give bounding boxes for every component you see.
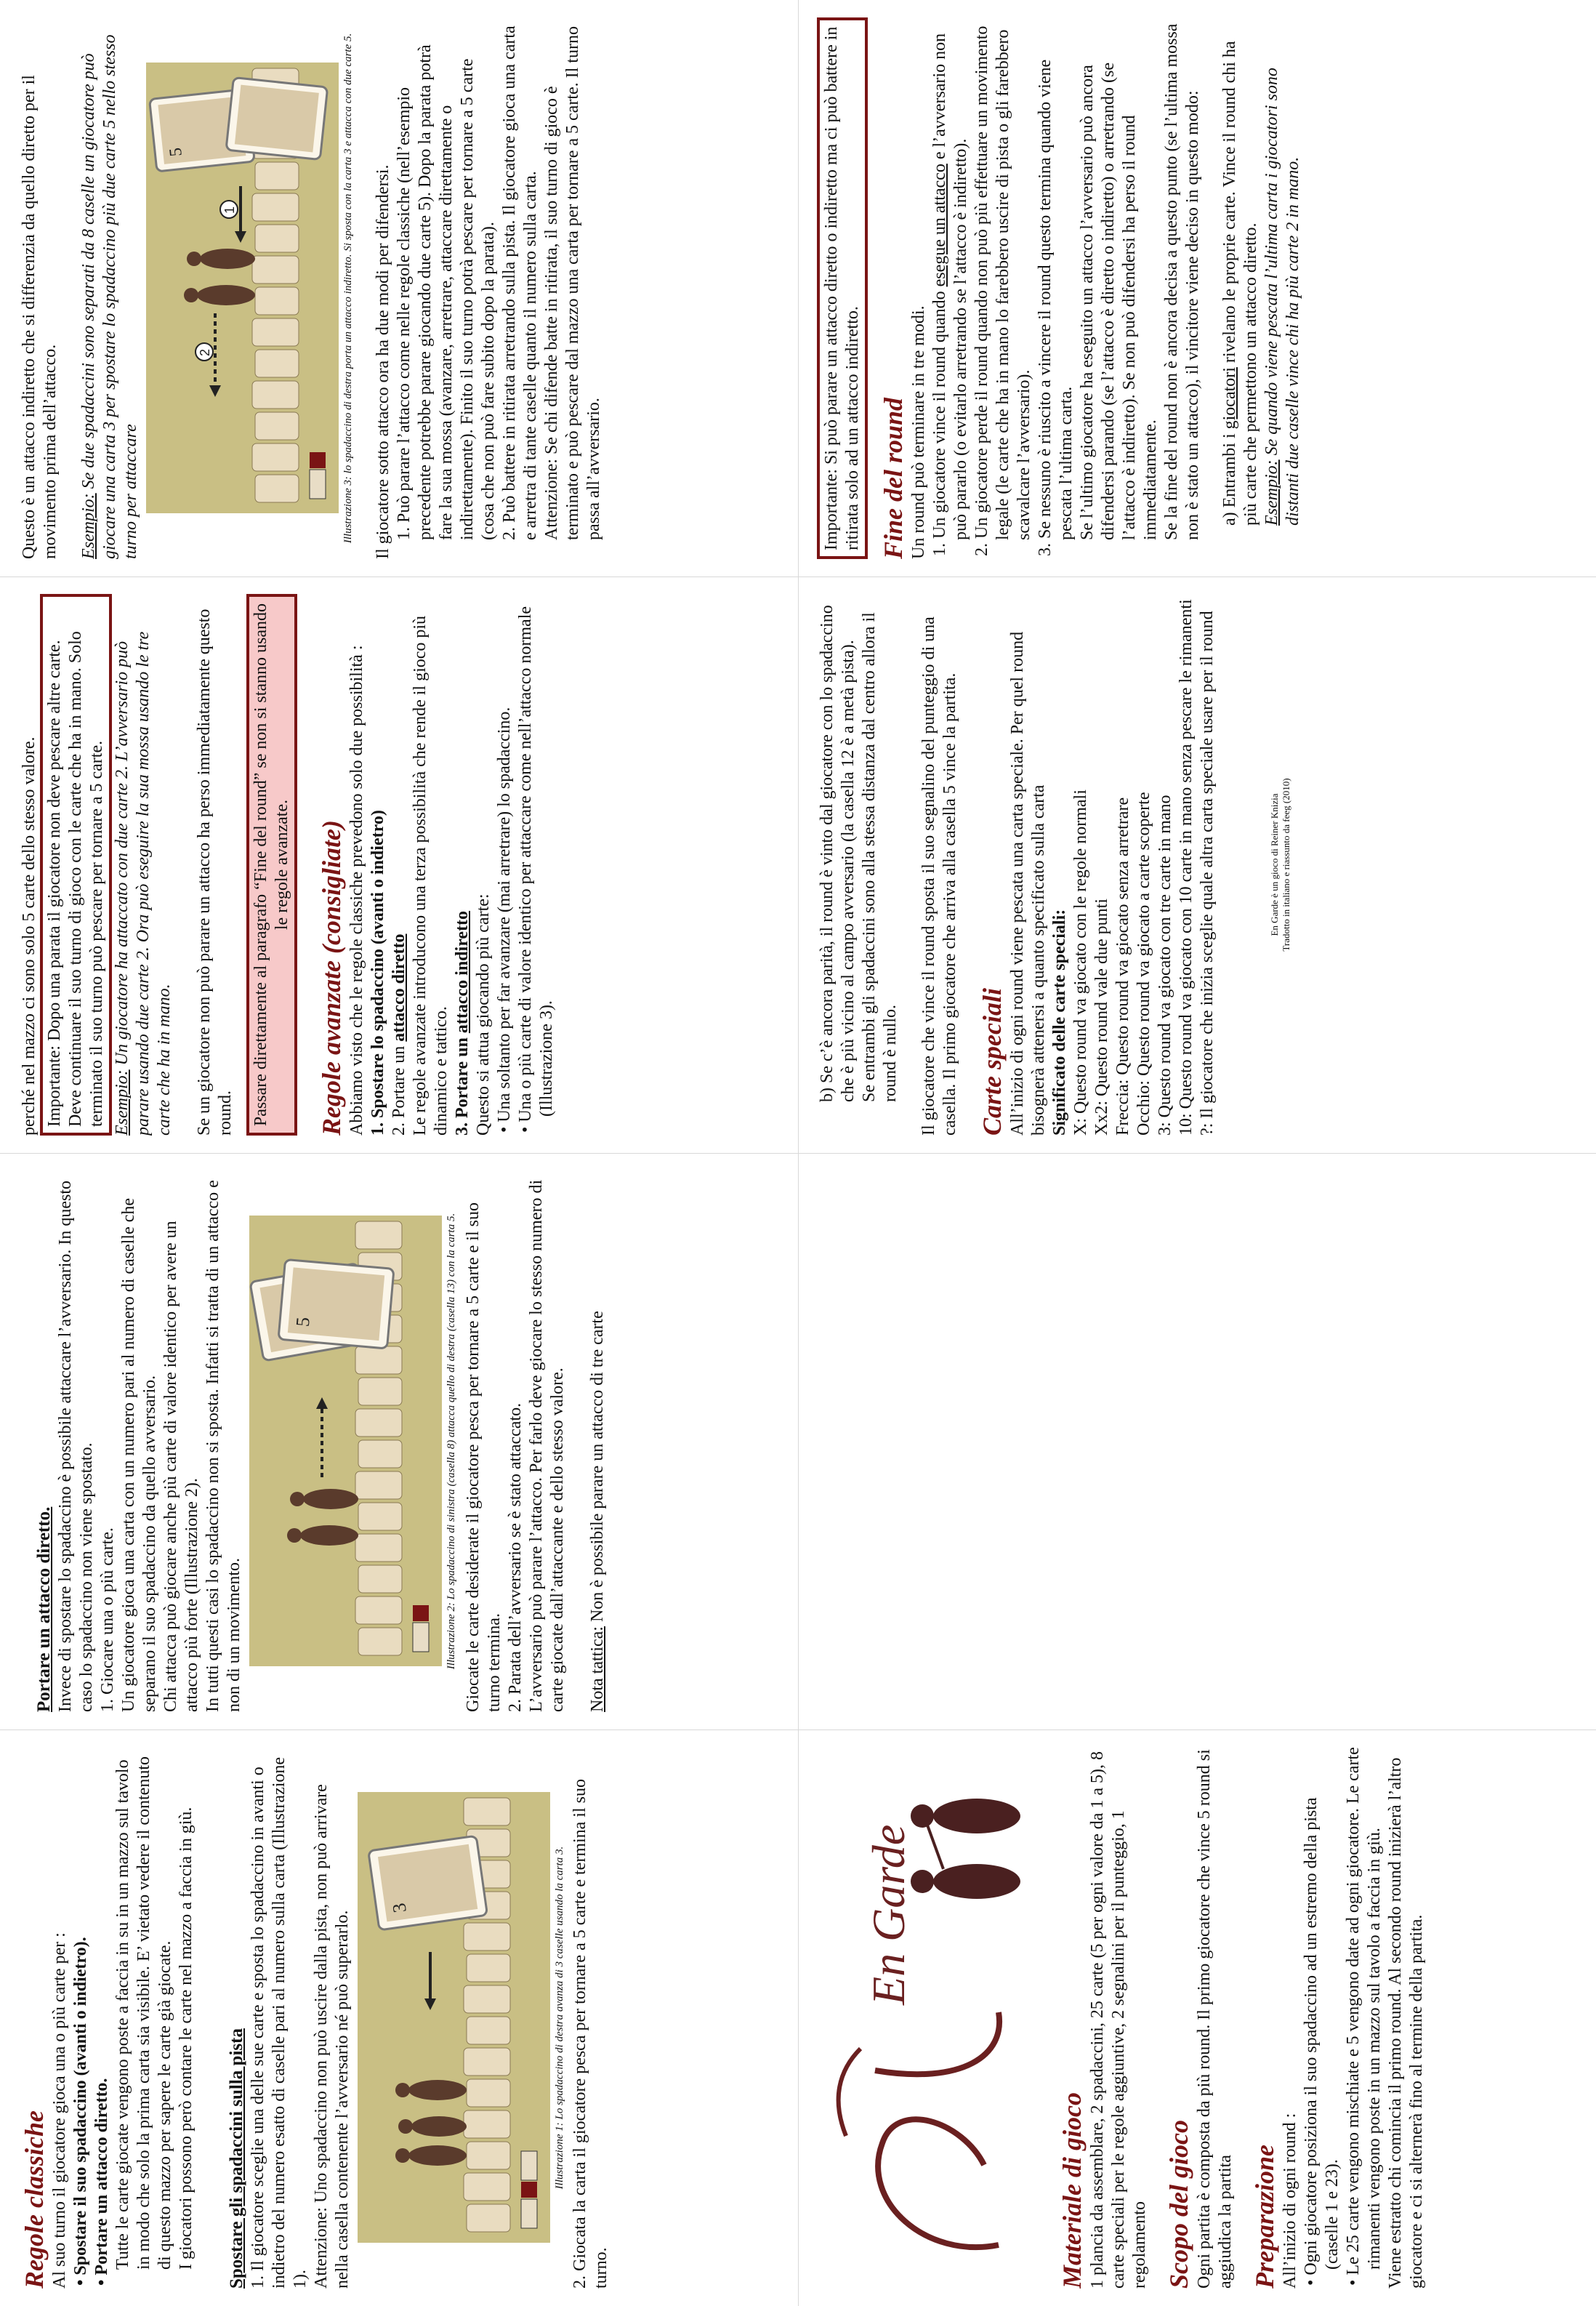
paragraph: Viene estratto chi comincia il primo round. Al secondo round inizierà l’altro giocatore e ci si alternerà fino al termine della partita.: [1386, 1757, 1426, 2289]
list-item: 2. Portare un attacco diretto: [390, 933, 408, 1136]
example: Esempio: Se due spadaccini sono separati da 8 caselle un giocatore può giocare una carta 3 per spostare lo spadaccino più due carte 5 nello stesso turno per attaccare: [79, 34, 140, 559]
section-title: Fine del round: [879, 397, 908, 559]
section-title: Materiale di gioco: [1057, 2092, 1087, 2289]
panel-attacco-diretto: [0, 1153, 798, 1730]
list-item: • Portare un attacco diretto.: [92, 2078, 111, 2286]
paragraph: 1. Giocare una o più carte.: [98, 1527, 117, 1712]
paragraph: Invece di spostare lo spadaccino è possibile attaccare l’avversario. In questo caso lo spadaccino non viene spostato.: [56, 1180, 96, 1712]
svg-text:5: 5: [166, 147, 186, 158]
svg-text:5: 5: [291, 1317, 314, 1328]
panel-copertina: [798, 1730, 1596, 2306]
section-title: Regole avanzate (consigliate): [317, 820, 346, 1136]
paragraph: Attenzione: Se chi difende batte in ritirata, il suo turno di gioco è terminato e può pescare dal mazzo una carta per tornare a 5 carte. Il turno passa all’avversario.: [542, 26, 603, 540]
list-item: • Le 25 carte vengono mischiate e 5 vengono date ad ogni giocatore. Le carte rimanenti vengono poste in un mazzo sul tavolo a faccia in giù.: [1344, 1747, 1384, 2286]
list-item: • Una soltanto per far avanzare (mai arretrare) lo spadaccino.: [495, 707, 514, 1133]
section-title: Regole classiche: [20, 2110, 49, 2289]
paragraph: b) Se c’è ancora parità, il round è vinto dal giocatore con lo spadaccino che è più vicino al campo avversario (la casella 12 è a metà pista).: [818, 605, 858, 1102]
paragraph: 1. Il giocatore sceglie una delle sue carte e sposta lo spadaccino in avanti o indietro del numero esatto di caselle pari al numero sulla carta (Illustrazione 1).: [249, 1756, 310, 2289]
svg-text:1: 1: [222, 206, 237, 214]
track-illustration: [358, 1793, 550, 2243]
track-illustration: [249, 1216, 442, 1667]
paragraph: 2. Giocata la carta il giocatore pesca per tornare a 5 carte e termina il suo turno.: [571, 1779, 610, 2289]
paragraph: In tutti questi casi lo spadaccino non si sposta. Infatti si tratta di un attacco e non di un movimento.: [203, 1180, 243, 1712]
game-logo: [817, 1747, 1057, 2289]
credit-line: En Garde è un gioco di Reiner Knizia: [1269, 793, 1280, 936]
panel-regole-classiche: [0, 1730, 798, 2306]
list-item: 3: Questo round va giocato con tre carte in mano: [1156, 795, 1174, 1136]
paragraph: Se la fine del round non è ancora decisa a questo punto (se l’ultima mossa non è stato un attacco), il vincitore viene deciso in questo modo:: [1162, 23, 1202, 540]
section-title: Scopo del gioco: [1164, 2120, 1193, 2289]
list-item: 1. Un giocatore vince il round quando esegue un attacco e l’avversario non può pararlo (o evitarlo arretrando se l’attacco è indiretto).: [930, 33, 970, 556]
list-item: • Spostare il suo spadaccino (avanti o indietro).: [71, 1937, 90, 2286]
illustration-3: [146, 63, 339, 514]
list-item: Freccia: Questo round va giocato senza arretrare: [1113, 797, 1132, 1136]
paragraph: Se entrambi gli spadaccini sono alla stessa distanza dal centro allora il round è nullo.: [860, 612, 900, 1102]
illustration-1: [358, 1793, 550, 2243]
paragraph: I giocatori possono però contare le carte nel mazzo a faccia in giù.: [177, 1807, 196, 2270]
paragraph: Chi attacca può giocare anche più carte di valore identico per avere un attacco più forte (Illustrazione 2).: [161, 1221, 201, 1712]
list-item: Xx2: Questo round vale due punti: [1092, 899, 1111, 1136]
paragraph: Giocate le carte desiderate il giocatore pesca per tornare a 5 carte e il suo turno termina.: [464, 1202, 504, 1712]
paragraph: 2. Parata dell’avversario se è stato attaccato.: [506, 1402, 525, 1712]
paragraph: L’avversario può parare l’attacco. Per farlo deve giocare lo stesso numero di carte giocate dall’attaccante e dello stesso valore.: [527, 1179, 567, 1712]
panel-carte-speciali: [798, 576, 1596, 1153]
important-box: Importante: Si può parare un attacco diretto o indiretto ma ci può battere in ritirata solo ad un attacco indiretto.: [817, 17, 868, 559]
paragraph: Attenzione: Uno spadaccino non può uscire dalla pista, non può arrivare nella casella contenente l’avversario né può superarlo.: [312, 1784, 352, 2289]
paragraph: All’inizio di ogni round viene pescata una carta speciale. Per quel round bisognerà attenersi a quanto specificato sulla carta: [1008, 631, 1048, 1136]
example: Esempio: Se quando viene pescata l’ultima carta i giocatori sono distanti due caselle vince chi ha più carte 2 in mano.: [1262, 68, 1302, 526]
paragraph: Questo è un attacco indiretto che si differenzia da quello diretto per il movimento prima dell’attacco.: [20, 75, 60, 559]
example: Esempio: Un giocatore ha attaccato con due carte 2. L’avversario può parare usando due carte 2. Ora può eseguire la sua mossa usando le tre carte che ha in mano.: [113, 631, 174, 1136]
paragraph: Il giocatore sotto attacco ora ha due modi per difendersi.: [374, 164, 392, 559]
section-title: Preparazione: [1250, 2145, 1279, 2289]
paragraph: Al suo turno il giocatore gioca una o più carte per :: [50, 1932, 69, 2289]
paragraph: 1 plancia da assemblare, 2 spadaccini, 25 carte (5 per ogni valore da 1 a 5), 8 carte speciali per le regole aggiuntive, 2 segnalini per il punteggio, 1 regolamento: [1088, 1751, 1149, 2289]
list-item: • Ogni giocatore posiziona il suo spadaccino ad un estremo della pista (caselle 1 e 23).: [1302, 1797, 1342, 2286]
list-item: X: Questo round va giocato con le regole normali: [1071, 790, 1090, 1136]
list-item: 3. Portare un attacco indiretto: [453, 910, 472, 1136]
panel-attacco-indiretto: [0, 0, 798, 576]
paragraph: Ogni partita è composta da più round. Il primo giocatore che vince 5 round si aggiudica la partita: [1195, 1749, 1235, 2289]
paragraph: Un giocatore gioca una carta con un numero pari al numero di caselle che separano il suo spadaccino da quello avversario.: [119, 1197, 159, 1712]
track-illustration: [146, 63, 339, 514]
paragraph: Le regole avanzate introducono una terza possibilità che rende il gioco più dinamico e tattico.: [411, 615, 451, 1136]
section-title: Carte speciali: [978, 988, 1007, 1136]
paragraph: Un round può terminare in tre modi.: [909, 305, 928, 559]
notice-box: Passare direttamente al paragrafo “Fine del round” se non si stanno usando le regole avanzate.: [246, 594, 297, 1136]
paragraph: 2. Può battere in ritirata arretrando sulla pista. Il giocatore gioca una carta e arretra di tante caselle quanto il numero sulla carta.: [500, 25, 540, 540]
svg-text:En Garde: En Garde: [863, 1824, 914, 2005]
important-box: Importante: Dopo una parata il giocatore non deve pescare altre carte. Deve continuare il suo turno di gioco con le carte che ha in mano. Solo terminato il suo turno può pescare per tornare a 5 carte.: [40, 594, 112, 1136]
paragraph: All’inizio di ogni round :: [1281, 2113, 1299, 2289]
list-item: Occhio: Questo round va giocato a carte scoperte: [1134, 792, 1153, 1136]
list-item: • Una o più carte di valore identico per attaccare come nell’attacco normale (Illustrazione 3).: [516, 606, 556, 1133]
paragraph: Il giocatore che vince il round sposta il suo segnalino del punteggio di una casella. Il primo giocatore che arriva alla casella 5 vince la partita.: [919, 616, 959, 1136]
panel-fine-del-round: [798, 0, 1596, 576]
paragraph: Se un giocatore non può parare un attacco ha perso immediatamente questo round.: [195, 608, 235, 1136]
list-item: 10: Questo round va giocato con 10 carte in mano senza pescare le rimanenti: [1177, 599, 1196, 1136]
list-item: 3. Se nessuno è riuscito a vincere il round questo termina quando viene pescata l’ultima carta.: [1036, 59, 1076, 556]
subsection-title: Portare un attacco diretto.: [34, 1506, 54, 1712]
svg-text:2: 2: [198, 349, 212, 357]
figure-caption: Illustrazione 2: Lo spadaccino di sinistra (casella 8) attacca quello di destra (casella 13) con la carta 5.: [446, 1213, 457, 1670]
logo-artwork: [817, 1747, 1057, 2289]
tactical-note: Nota tattica: Non è possibile parare un attacco di tre carte: [588, 1311, 607, 1712]
subsection-title: Spostare gli spadaccini sulla pista: [227, 2028, 246, 2289]
paragraph: Tutte le carte giocate vengono poste a faccia in su in un mazzo sul tavolo in modo che solo la prima carta sia visibile. E’ vietato vedere il contenuto di questo mazzo per sapere le carte già giocate.: [113, 1756, 174, 2270]
paragraph: Se l’ultimo giocatore ha eseguito un attacco l’avversario può ancora difendersi parando (se l’attacco è diretto o indiretto) o arretrando (se l’attacco è indiretto). Se non può difendersi ha perso il round immediatamente.: [1078, 62, 1160, 540]
panel-regole-avanzate: [0, 576, 798, 1153]
paragraph: Abbiamo visto che le regole classiche prevedono solo due possibilità :: [347, 645, 366, 1136]
figure-caption: Illustrazione 3: lo spadaccino di destra porta un attacco indiretto. Si sposta con la carta 3 e attacca con due carte 5.: [342, 33, 354, 544]
credit-line: Tradotto in italiano e riassunto da feeg (2010): [1281, 778, 1291, 952]
svg-text:3: 3: [388, 1902, 411, 1915]
list-item: 1. Spostare lo spadaccino (avanti o indietro): [368, 810, 387, 1136]
illustration-2: [249, 1216, 442, 1667]
paragraph: perché nel mazzo ci sono solo 5 carte dello stesso valore.: [20, 736, 39, 1136]
paragraph: a) Entrambi i giocatori rivelano le proprie carte. Vince il round chi ha più carte che permettono un attacco diretto.: [1220, 41, 1260, 526]
paragraph: Questo si attua giocando più carte:: [474, 893, 493, 1136]
list-item: ?: Il giocatore che inizia sceglie quale altra carta speciale usare per il round: [1198, 611, 1217, 1136]
list-item: 2. Un giocatore perde il round quando non può più effettuare un movimento legale (le carte che ha in mano lo farebbero uscire di pista o gli farebbero scavalcare l’avversario).: [972, 25, 1033, 556]
figure-caption: Illustrazione 1: Lo spadaccino di destra avanza di 3 caselle usando la carta 3.: [554, 1846, 565, 2190]
paragraph: Significato delle carte speciali:: [1050, 909, 1069, 1136]
paragraph: 1. Può parare l’attacco come nelle regole classiche (nell’esempio precedente potrebbe parare giocando due carte 5). Dopo la parata potrà fare la sua mossa (avanzare, arretrare, attaccare direttamente o indirettamente). Finito il suo turno potrà pescare per tornare a 5 carte (cosa che non può fare subito dopo la parata).: [395, 44, 498, 540]
